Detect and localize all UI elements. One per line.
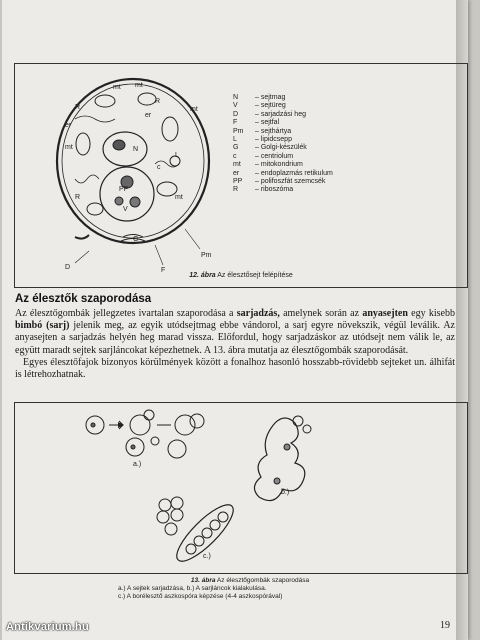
label-PP: PP <box>119 186 129 193</box>
label-R-1: R <box>155 98 161 105</box>
label-G: G <box>133 236 139 243</box>
label-mt-2: mt <box>135 82 143 89</box>
legend-row: PP – polifoszfát szemcsék <box>233 177 326 185</box>
legend-row: mt – mitokondrium <box>233 161 303 169</box>
label-V: V <box>123 206 128 213</box>
figure-13-caption-line1: a.) A sejtek sarjadzása, b.) A sarjláncok kialakulása. <box>118 585 267 592</box>
figure-13-caption-line2: c.) A borélesztő aszkospóra képzése (4-4 aszkospórával) <box>118 593 283 600</box>
label-mt-5: mt <box>175 194 183 201</box>
section-body <box>15 308 455 381</box>
legend-row: N – sejtmag <box>233 94 286 101</box>
figure-12-caption: 12. ábra Az élesztősejt felépítése <box>189 272 293 279</box>
label-er-1: er <box>145 112 152 119</box>
label-Pm: Pm <box>201 252 212 259</box>
label-D: D <box>65 264 71 271</box>
legend-row: G – Golgi-készülék <box>233 144 307 152</box>
figure-12-legend <box>233 94 461 195</box>
label-L: L <box>175 152 179 159</box>
label-c: c.) <box>203 553 211 560</box>
section-title: Az élesztők szaporodása <box>15 293 152 305</box>
figure-13-caption <box>100 577 400 601</box>
label-c: c <box>157 164 161 171</box>
label-R-3: R <box>75 194 81 201</box>
legend-row: L – lipidcsepp <box>233 135 292 143</box>
page-number: 19 <box>440 620 450 631</box>
label-R-2: R <box>75 104 81 111</box>
figure-13 <box>14 402 468 574</box>
label-er-2: er <box>65 122 72 129</box>
paragraph-1: Az élesztőgombák jellegzetes ivartalan szaporodása a sarjadzás, amelynek során az anyasejten egy kisebb bimbó (sarj) jelenik meg, az egyik utódsejtmag ebbe vándorol, a sarj egyre növekszik, végül leválik. Az anyasejten a sarjadzás helyén heg marad vissza. Előfordul, hogy sarjadzáskor az utódsejt nem válik le, az együtt maradt sejtek sarjláncokat képezhetnek. A 13. ábra mutatja az élesztőgombák szaporodását. <box>15 308 455 356</box>
watermark: Antikvarium.hu <box>6 621 89 633</box>
figure-13-caption-title: 13. ábra Az élesztőgombák szaporodása <box>190 577 310 584</box>
legend-row: D – sarjadzási heg <box>233 110 306 118</box>
label-N: N <box>133 146 139 153</box>
legend-row: Pm – sejthártya <box>233 127 292 135</box>
label-mt-3: mt <box>190 106 198 113</box>
label-a: a.) <box>133 461 142 468</box>
label-F: F <box>161 267 166 274</box>
label-mt-1: mt <box>113 84 121 91</box>
legend-row: R – riboszóma <box>233 186 294 194</box>
label-mt-4: mt <box>65 144 73 151</box>
legend-row: er – endoplazmás retikulum <box>233 169 333 177</box>
yeast-reproduction-diagram <box>15 403 467 573</box>
legend-row: F – sejtfal <box>233 119 280 127</box>
label-b: b.) <box>281 489 290 496</box>
yeast-cell-diagram <box>35 69 235 274</box>
legend-row: V – sejtüreg <box>233 102 286 110</box>
paragraph-2: Egyes élesztőfajok bizonyos körülmények között a fonalhoz hasonló hosszabb-rövidebb sejteket un. álhifát is létrehozhatnak. <box>15 356 455 381</box>
figure-12 <box>14 63 468 288</box>
legend-row: c – centriolum <box>233 152 294 160</box>
